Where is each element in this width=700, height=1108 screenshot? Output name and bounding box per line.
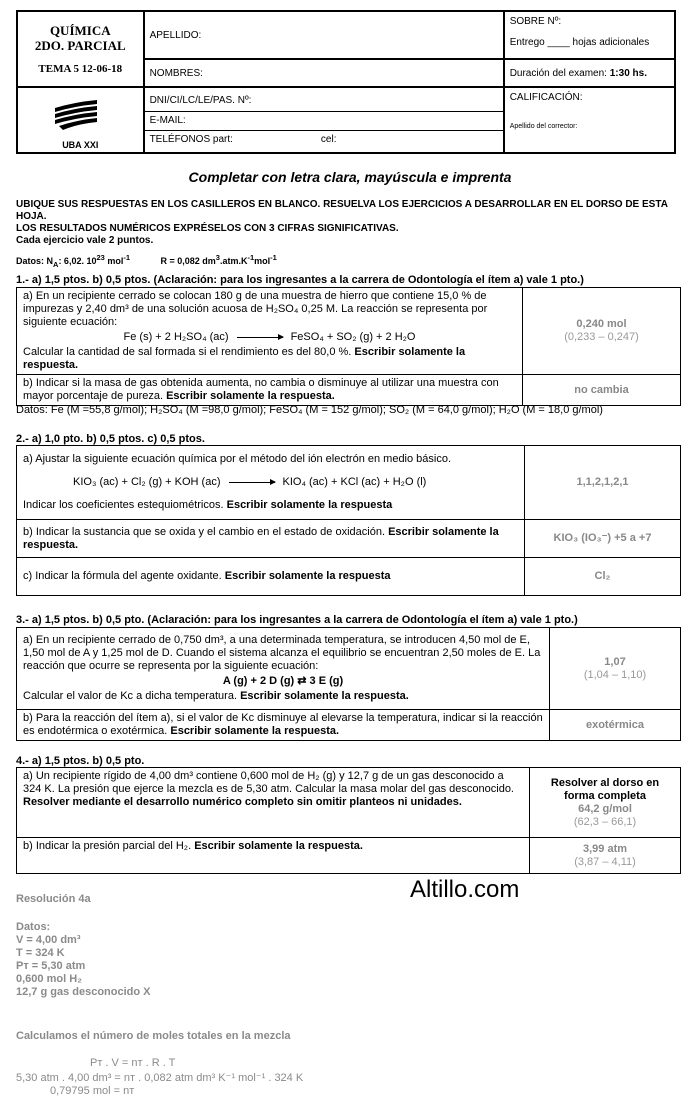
nombres-label: NOMBRES:	[149, 67, 203, 79]
q1a-question: a) En un recipiente cerrado se colocan 180 g de una muestra de hierro que contiene 15,0 % de impurezas y 2,40 dm³ de una solución acuosa de H₂SO₄ 0,25 M. La reacción se representa por siguiente ecuación: Fe (s) + 2 H₂SO₄ (ac) FeSO₄ + SO₂ (g) + 2 H₂O Calcular la cantidad de sal formada si el rendimiento es del 80,0 %. Escribir solamente la respuesta.	[17, 288, 523, 375]
q4b-question: b) Indicar la presión parcial del H₂. Escribir solamente la respuesta.	[17, 838, 530, 874]
arrow-icon	[229, 482, 275, 483]
q2-header: 2.- a) 1,0 pto. b) 0,5 ptos. c) 0,5 ptos.	[16, 433, 205, 445]
telefonos-label: TELÉFONOS part:	[149, 134, 233, 145]
q1a-equation: Fe (s) + 2 H₂SO₄ (ac) FeSO₄ + SO₂ (g) + 2 H₂O	[123, 331, 416, 343]
duracion-value: 1:30 hs.	[609, 67, 647, 79]
dni-label: DNI/CI/LC/LE/PAS. Nº:	[149, 95, 252, 106]
resolution-title: Resolución 4a	[16, 893, 91, 905]
q3b-question: b) Para la reacción del ítem a), si el valor de Kc disminuye al elevarse la temperatura, indicar si la reacción es endotérmica o exotérmica. Escribir solamente la respuesta.	[17, 710, 550, 741]
q4b-answer-box[interactable]	[530, 838, 681, 874]
datos-generales: Datos: $N_A$: 6,02. $10^{23}$ mol$^{-1}$ R = 0,082 $dm^3.atm.K^{-1}mol^{-1}$	[16, 253, 277, 269]
resolution-calc-text: Calculamos el número de moles totales en la mezcla	[16, 1030, 291, 1042]
exam-header	[16, 10, 676, 154]
dni-field[interactable]	[145, 91, 503, 112]
q1b-answer-box[interactable]	[523, 375, 681, 406]
q4a-range: (62,3 – 66,1)	[573, 815, 637, 828]
email-label: E-MAIL:	[149, 115, 186, 126]
q2c-answer-box[interactable]	[525, 558, 681, 596]
instruction-line-3: Cada ejercicio vale 2 puntos.	[16, 235, 154, 246]
calificacion-cell	[504, 87, 675, 153]
instructions-title: Completar con letra clara, mayúscula e imprenta	[188, 169, 512, 185]
apellido-label: APELLIDO:	[149, 29, 202, 41]
instruction-line-2: LOS RESULTADOS NUMÉRICOS EXPRÉSELOS CON 3 CIFRAS SIGNIFICATIVAS.	[16, 223, 399, 234]
resolution-eq3: 0,79795 mol = nᴛ	[50, 1085, 135, 1097]
q1a-answer-box[interactable]	[523, 288, 681, 375]
q3a-answer-box[interactable]	[550, 628, 681, 710]
arrow-icon	[237, 337, 283, 338]
q4-header: 4.- a) 1,5 ptos. b) 0,5 pto.	[16, 755, 145, 767]
q2b-answer-box[interactable]	[525, 520, 681, 558]
duracion-label: Duración del examen:	[509, 67, 607, 79]
q3a-equation: A (g) + 2 D (g) ⇄ 3 E (g)	[222, 675, 344, 687]
q2a-equation: KIO₃ (ac) + Cl₂ (g) + KOH (ac) KIO₄ (ac) + KCl (ac) + H₂O (l)	[73, 476, 427, 488]
resolution-eq2: 5,30 atm . 4,00 dm³ = nᴛ . 0,082 atm dm³ K⁻¹ mol⁻¹ . 324 K	[16, 1072, 304, 1084]
q2a-answer-box[interactable]	[525, 446, 681, 520]
duracion-cell	[504, 59, 675, 87]
apellido-field[interactable]	[144, 11, 504, 59]
q1b-question: b) Indicar si la masa de gas obtenida aumenta, no cambia o disminuye al utilizar una muestra con mayor porcentaje de pureza. Escribir solamente la respuesta.	[17, 375, 523, 406]
q2b-question: b) Indicar la sustancia que se oxida y el cambio en el estado de oxidación. Escribir solamente la respuesta.	[17, 520, 525, 558]
logo-text: UBA XXI	[62, 140, 99, 150]
q3b-answer: exotérmica	[585, 718, 645, 731]
q3-table	[16, 627, 681, 741]
q4b-range: (3,87 – 4,11)	[574, 855, 636, 868]
instructions-block	[16, 199, 696, 247]
q4-table	[16, 767, 681, 874]
entrego-label: Entrego ____ hojas adicionales	[509, 37, 650, 48]
telefonos-field[interactable]	[145, 131, 503, 149]
course-info	[17, 11, 144, 87]
cel-label: cel:	[320, 134, 337, 145]
q2c-answer: Cl₂	[594, 570, 611, 582]
q1a-text: a) En un recipiente cerrado se colocan 180 g de una muestra de hierro que contiene 15,0 % de impurezas y 2,40 dm³ de una solución acuosa de H₂SO₄ 0,25 M. La reacción se representa por siguiente ecuación:	[23, 290, 488, 328]
q1-table	[16, 287, 681, 406]
q4b-answer: 3,99 atm	[582, 842, 628, 855]
watermark: Altillo.com	[410, 876, 520, 903]
q2b-answer: KIO₃ (IO₃⁻) +5 a +7	[553, 532, 652, 544]
q2a-answer: 1,1,2,1,2,1	[576, 476, 629, 488]
q1a-answer: 0,240 mol	[576, 318, 627, 330]
q2a-question: a) Ajustar la siguiente ecuación química por el método del ión electrón en medio básico. KIO₃ (ac) + Cl₂ (g) + KOH (ac) KIO₄ (ac) + KCl (ac) + H₂O (l) Indicar los coeficientes estequiométricos. Escribir solamente la respuesta	[17, 446, 525, 520]
q1-datos: Datos: Fe (M =55,8 g/mol); H₂SO₄ (M =98,0 g/mol); FeSO₄ (M = 152 g/mol); SO₂ (M = 64,0 g/mol); H₂O (M = 18,0 g/mol)	[16, 404, 603, 416]
q3a-answer: 1,07	[604, 655, 626, 668]
q1-header: 1.- a) 1,5 ptos. b) 0,5 ptos. (Aclaración: para los ingresantes a la carrera de Odontología el ítem a) vale 1 pto.)	[16, 274, 584, 286]
nombres-field[interactable]	[144, 59, 504, 87]
q4a-question: a) Un recipiente rígido de 4,00 dm³ contiene 0,600 mol de H₂ (g) y 12,7 g de un gas desconocido a 324 K. La presión que ejerce la mezcla es de 5,30 atm. Calcular la masa molar del gas desconocido. Resolver mediante el desarrollo numérico completo sin omitir planteos ni unidades.	[17, 768, 530, 838]
q4a-instruction: Resolver al dorso en forma completa	[550, 776, 660, 802]
q2-table	[16, 445, 681, 596]
email-field[interactable]	[145, 112, 503, 131]
q3a-range: (1,04 – 1,10)	[583, 668, 647, 681]
q3-header: 3.- a) 1,5 ptos. b) 0,5 pto. (Aclaración: para los ingresantes a la carrera de Odontología el ítem a) vale 1 pto.)	[16, 614, 578, 626]
sobre-cell	[504, 11, 675, 59]
exam-title: 2DO. PARCIAL	[34, 38, 126, 53]
course-title: QUÍMICA	[49, 23, 111, 38]
q1a-range: (0,233 – 0,247)	[564, 331, 639, 343]
q2c-question: c) Indicar la fórmula del agente oxidante. Escribir solamente la respuesta	[17, 558, 525, 596]
q3b-answer-box[interactable]	[550, 710, 681, 741]
instruction-line-1: UBIQUE SUS RESPUESTAS EN LOS CASILLEROS EN BLANCO. RESUELVA LOS EJERCICIOS A DESARROLLAR EN EL DORSO DE ESTA HOJA.	[16, 199, 668, 222]
q1b-answer: no cambia	[574, 383, 629, 396]
q4a-answer-box[interactable]	[530, 768, 681, 838]
resolution-datos: Datos: V = 4,00 dm³ T = 324 K Pᴛ = 5,30 atm 0,600 mol H₂ 12,7 g gas desconocido X	[16, 921, 151, 998]
contact-cell	[144, 87, 504, 153]
sobre-label: SOBRE Nº:	[509, 16, 562, 27]
resolution-eq1: Pᴛ . V = nᴛ . R . T	[90, 1057, 176, 1069]
uba-logo-icon	[53, 98, 99, 134]
calificacion-label: CALIFICACIÓN:	[509, 92, 583, 103]
q3a-question: a) En un recipiente cerrado de 0,750 dm³, a una determinada temperatura, se introducen 4,50 mol de E, 1,50 mol de A y 1,25 mol de D. Cuando el sistema alcanza el equilibrio se encuentran 2,50 moles de E. La reacción que ocurre se representa por la siguiente ecuación: A (g) + 2 D (g) ⇄ 3 E (g) Calcular el valor de Kc a dicha temperatura. Escribir solamente la respuesta.	[17, 628, 550, 710]
exam-tema: TEMA 5 12-06-18	[38, 63, 123, 75]
q4a-answer: 64,2 g/mol	[578, 802, 632, 815]
corrector-label: Apellido del corrector:	[509, 123, 578, 130]
